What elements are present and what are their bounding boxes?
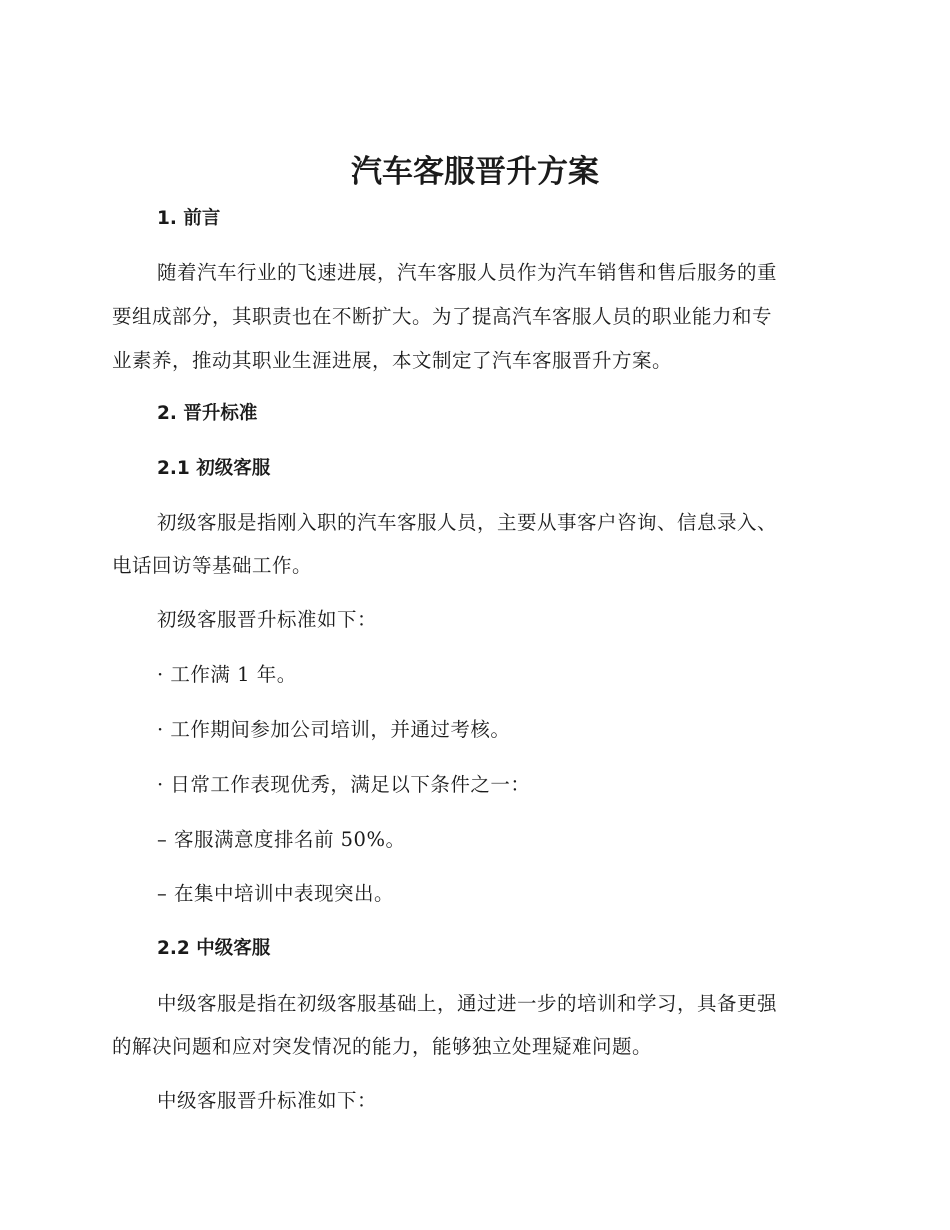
- document-title: 汽车客服晋升方案: [351, 154, 599, 190]
- paragraph-line: 随着汽车行业的飞速进展，汽车客服人员作为汽车销售和售后服务的重: [157, 261, 778, 284]
- subsection-heading-junior: 2.1 初级客服: [157, 458, 271, 479]
- section-heading-preface: 1. 前言: [157, 208, 221, 229]
- paragraph-line: 中级客服是指在初级客服基础上，通过进一步的培训和学习，具备更强: [157, 992, 778, 1015]
- criteria-intro: 初级客服晋升标准如下：: [157, 608, 378, 631]
- sub-list-item: – 客服满意度排名前 50%。: [157, 828, 406, 851]
- sub-list-item: – 在集中培训中表现突出。: [157, 882, 394, 905]
- paragraph-line: 电话回访等基础工作。: [112, 554, 313, 577]
- paragraph-line: 要组成部分，其职责也在不断扩大。为了提高汽车客服人员的职业能力和专: [112, 305, 773, 328]
- list-item: · 工作期间参加公司培训，并通过考核。: [157, 718, 511, 741]
- list-item: · 工作满 1 年。: [157, 663, 297, 686]
- section-heading-standards: 2. 晋升标准: [157, 403, 258, 424]
- paragraph-line: 初级客服是指刚入职的汽车客服人员，主要从事客户咨询、信息录入、: [157, 511, 778, 534]
- paragraph-line: 的解决问题和应对突发情况的能力，能够独立处理疑难问题。: [112, 1035, 653, 1058]
- subsection-heading-middle: 2.2 中级客服: [157, 938, 271, 959]
- list-item: · 日常工作表现优秀，满足以下条件之一：: [157, 773, 531, 796]
- paragraph-line: 业素养，推动其职业生涯进展，本文制定了汽车客服晋升方案。: [112, 349, 673, 372]
- criteria-intro: 中级客服晋升标准如下：: [157, 1089, 378, 1112]
